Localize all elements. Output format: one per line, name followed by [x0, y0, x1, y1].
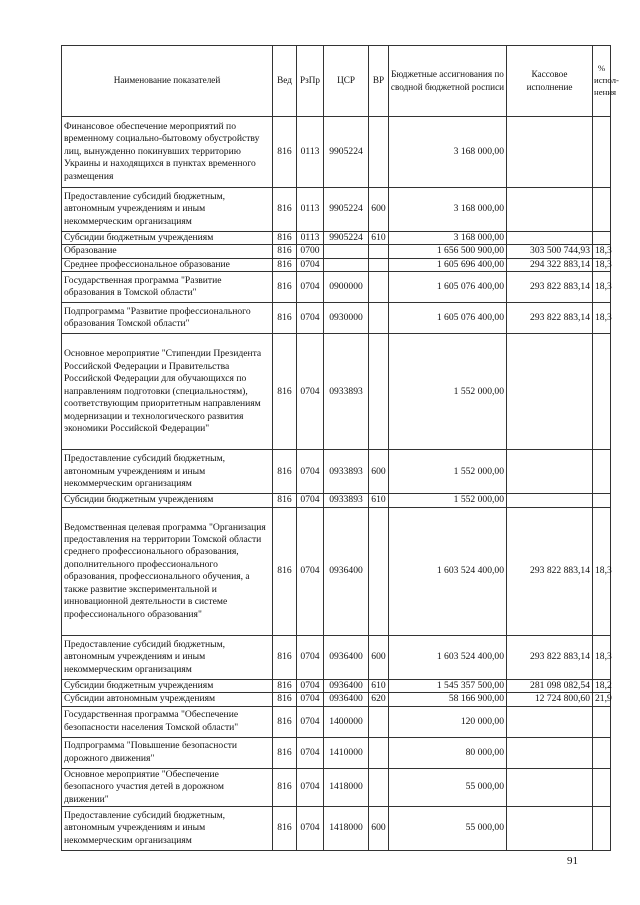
row-name: Подпрограмма "Развитие профессионального образования Томской области"	[62, 303, 273, 334]
row-csr	[324, 258, 369, 271]
row-executed	[507, 117, 593, 188]
row-rzpr: 0704	[297, 334, 324, 450]
row-executed	[507, 737, 593, 768]
row-ved: 816	[273, 507, 297, 635]
row-ved: 816	[273, 693, 297, 706]
row-ved: 816	[273, 737, 297, 768]
row-rzpr: 0704	[297, 272, 324, 303]
row-executed: 294 322 883,14	[507, 258, 593, 271]
row-vr	[369, 258, 389, 271]
row-assigned: 1 552 000,00	[389, 494, 507, 507]
row-vr	[369, 507, 389, 635]
row-name: Государственная программа "Обеспечение безопасности населения Томской области"	[62, 706, 273, 737]
row-vr	[369, 303, 389, 334]
row-ved: 816	[273, 303, 297, 334]
header-executed: Кассовое исполнение	[507, 46, 593, 117]
table-row	[62, 768, 611, 806]
row-name: Субсидии автономным учреждениям	[62, 693, 273, 706]
row-executed: 303 500 744,93	[507, 245, 593, 258]
row-vr: 600	[369, 635, 389, 679]
row-vr: 600	[369, 188, 389, 232]
row-csr: 9905224	[324, 188, 369, 232]
row-executed: 293 822 883,14	[507, 272, 593, 303]
row-assigned: 1 656 500 900,00	[389, 245, 507, 258]
table-header-row	[62, 46, 611, 117]
row-csr: 0900000	[324, 272, 369, 303]
row-name: Образование	[62, 245, 273, 258]
row-executed: 293 822 883,14	[507, 303, 593, 334]
row-csr: 1418000	[324, 807, 369, 851]
row-assigned: 55 000,00	[389, 807, 507, 851]
table-row	[62, 188, 611, 232]
row-vr: 600	[369, 450, 389, 494]
row-assigned: 1 552 000,00	[389, 334, 507, 450]
row-ved: 816	[273, 232, 297, 245]
row-assigned: 3 168 000,00	[389, 188, 507, 232]
table-row	[62, 450, 611, 494]
row-assigned: 3 168 000,00	[389, 117, 507, 188]
header-rzpr: РзПр	[297, 46, 324, 117]
row-csr: 0933893	[324, 334, 369, 450]
header-csr: ЦСР	[324, 46, 369, 117]
row-assigned: 80 000,00	[389, 737, 507, 768]
row-ved: 816	[273, 679, 297, 692]
row-rzpr: 0704	[297, 768, 324, 806]
row-ved: 816	[273, 706, 297, 737]
table-row	[62, 635, 611, 679]
row-percent: 18,3	[593, 258, 611, 271]
row-vr	[369, 768, 389, 806]
row-ved: 816	[273, 245, 297, 258]
row-executed	[507, 188, 593, 232]
row-rzpr: 0704	[297, 450, 324, 494]
row-percent	[593, 768, 611, 806]
row-assigned: 58 166 900,00	[389, 693, 507, 706]
row-rzpr: 0704	[297, 807, 324, 851]
row-executed	[507, 232, 593, 245]
row-assigned: 1 603 524 400,00	[389, 507, 507, 635]
row-percent: 21,9	[593, 693, 611, 706]
row-executed	[507, 334, 593, 450]
header-percent: % испол-нения	[593, 46, 611, 117]
row-percent: 18,3	[593, 507, 611, 635]
row-ved: 816	[273, 450, 297, 494]
row-vr	[369, 272, 389, 303]
row-vr: 620	[369, 693, 389, 706]
row-percent: 18,2	[593, 679, 611, 692]
table-row	[62, 232, 611, 245]
row-percent: 18,3	[593, 272, 611, 303]
row-rzpr: 0113	[297, 117, 324, 188]
row-rzpr: 0704	[297, 494, 324, 507]
row-percent: 18,3	[593, 245, 611, 258]
table-row	[62, 494, 611, 507]
row-vr	[369, 245, 389, 258]
row-csr	[324, 245, 369, 258]
row-rzpr: 0704	[297, 693, 324, 706]
row-executed: 293 822 883,14	[507, 635, 593, 679]
row-assigned: 1 545 357 500,00	[389, 679, 507, 692]
row-vr: 610	[369, 679, 389, 692]
table-body	[62, 117, 611, 851]
header-vr: ВР	[369, 46, 389, 117]
row-csr: 1400000	[324, 706, 369, 737]
row-assigned: 3 168 000,00	[389, 232, 507, 245]
row-percent	[593, 334, 611, 450]
row-ved: 816	[273, 334, 297, 450]
row-percent	[593, 737, 611, 768]
row-assigned: 1 603 524 400,00	[389, 635, 507, 679]
row-executed	[507, 494, 593, 507]
row-rzpr: 0704	[297, 737, 324, 768]
table-row	[62, 258, 611, 271]
row-name: Ведомственная целевая программа "Организация предоставления на территории Томской области среднего профессионального образования, дополнительного профессионального образования, профессионального обучения, а также развитие экспериментальной и инновационной деятельности в системе профессионального образования"	[62, 507, 273, 635]
row-vr	[369, 117, 389, 188]
row-percent	[593, 807, 611, 851]
row-csr: 9905224	[324, 232, 369, 245]
row-executed: 12 724 800,60	[507, 693, 593, 706]
row-csr: 0936400	[324, 507, 369, 635]
row-name: Предоставление субсидий бюджетным, автономным учреждениям и иным некоммерческим организациям	[62, 450, 273, 494]
row-name: Подпрограмма "Повышение безопасности дорожного движения"	[62, 737, 273, 768]
row-rzpr: 0113	[297, 232, 324, 245]
row-vr	[369, 706, 389, 737]
row-csr: 1410000	[324, 737, 369, 768]
row-vr: 600	[369, 807, 389, 851]
row-executed	[507, 807, 593, 851]
row-assigned: 1 605 696 400,00	[389, 258, 507, 271]
table-row	[62, 245, 611, 258]
page-number: 91	[567, 855, 578, 867]
row-csr: 0936400	[324, 679, 369, 692]
row-percent	[593, 232, 611, 245]
row-name: Субсидии бюджетным учреждениям	[62, 494, 273, 507]
table-row	[62, 706, 611, 737]
row-rzpr: 0704	[297, 706, 324, 737]
row-name: Предоставление субсидий бюджетным, автономным учреждениям и иным некоммерческим организациям	[62, 188, 273, 232]
table-row	[62, 117, 611, 188]
row-executed: 281 098 082,54	[507, 679, 593, 692]
row-percent: 18,3	[593, 635, 611, 679]
table-row	[62, 507, 611, 635]
row-executed	[507, 706, 593, 737]
row-name: Предоставление субсидий бюджетным, автономным учреждениям и иным некоммерческим организациям	[62, 635, 273, 679]
row-vr: 610	[369, 232, 389, 245]
row-ved: 816	[273, 188, 297, 232]
row-rzpr: 0704	[297, 507, 324, 635]
row-ved: 816	[273, 807, 297, 851]
header-assigned: Бюджетные ассигнования по сводной бюджетной росписи	[389, 46, 507, 117]
row-name: Основное мероприятие "Стипендии Президента Российской Федерации и Правительства Российской Федерации для обучающихся по направлениям подготовки (специальностям), соответствующим приоритетным направлениям модернизации и технологического развития экономики Российской Федерации"	[62, 334, 273, 450]
row-csr: 0930000	[324, 303, 369, 334]
row-ved: 816	[273, 258, 297, 271]
row-ved: 816	[273, 635, 297, 679]
table-row	[62, 807, 611, 851]
row-assigned: 1 605 076 400,00	[389, 272, 507, 303]
row-assigned: 1 552 000,00	[389, 450, 507, 494]
header-name: Наименование показателей	[62, 46, 273, 117]
row-csr: 0933893	[324, 494, 369, 507]
row-vr	[369, 334, 389, 450]
row-ved: 816	[273, 768, 297, 806]
row-rzpr: 0704	[297, 258, 324, 271]
row-csr: 0936400	[324, 693, 369, 706]
row-name: Государственная программа "Развитие образования в Томской области"	[62, 272, 273, 303]
row-ved: 816	[273, 272, 297, 303]
row-percent	[593, 117, 611, 188]
table-row	[62, 272, 611, 303]
row-name: Финансовое обеспечение мероприятий по временному социально-бытовому обустройству лиц, вынужденно покинувших территорию Украины и находящихся в пунктах временного размещения	[62, 117, 273, 188]
row-rzpr: 0704	[297, 635, 324, 679]
budget-table	[61, 45, 619, 851]
row-ved: 816	[273, 494, 297, 507]
row-csr: 1418000	[324, 768, 369, 806]
row-percent	[593, 494, 611, 507]
row-assigned: 1 605 076 400,00	[389, 303, 507, 334]
table-row	[62, 693, 611, 706]
row-csr: 0936400	[324, 635, 369, 679]
row-csr: 9905224	[324, 117, 369, 188]
row-percent	[593, 706, 611, 737]
row-rzpr: 0704	[297, 303, 324, 334]
table-row	[62, 737, 611, 768]
row-rzpr: 0113	[297, 188, 324, 232]
row-percent	[593, 188, 611, 232]
row-rzpr: 0700	[297, 245, 324, 258]
row-ved: 816	[273, 117, 297, 188]
row-executed	[507, 450, 593, 494]
table-row	[62, 303, 611, 334]
row-vr	[369, 737, 389, 768]
row-assigned: 120 000,00	[389, 706, 507, 737]
row-assigned: 55 000,00	[389, 768, 507, 806]
table-row	[62, 679, 611, 692]
row-name: Субсидии бюджетным учреждениям	[62, 232, 273, 245]
row-rzpr: 0704	[297, 679, 324, 692]
row-name: Предоставление субсидий бюджетным, автономным учреждениям и иным некоммерческим организациям	[62, 807, 273, 851]
row-percent: 18,3	[593, 303, 611, 334]
row-vr: 610	[369, 494, 389, 507]
table-row	[62, 334, 611, 450]
row-executed: 293 822 883,14	[507, 507, 593, 635]
row-name: Основное мероприятие "Обеспечение безопасного участия детей в дорожном движении"	[62, 768, 273, 806]
row-name: Субсидии бюджетным учреждениям	[62, 679, 273, 692]
row-csr: 0933893	[324, 450, 369, 494]
header-ved: Вед	[273, 46, 297, 117]
row-percent	[593, 450, 611, 494]
row-executed	[507, 768, 593, 806]
row-name: Среднее профессиональное образование	[62, 258, 273, 271]
